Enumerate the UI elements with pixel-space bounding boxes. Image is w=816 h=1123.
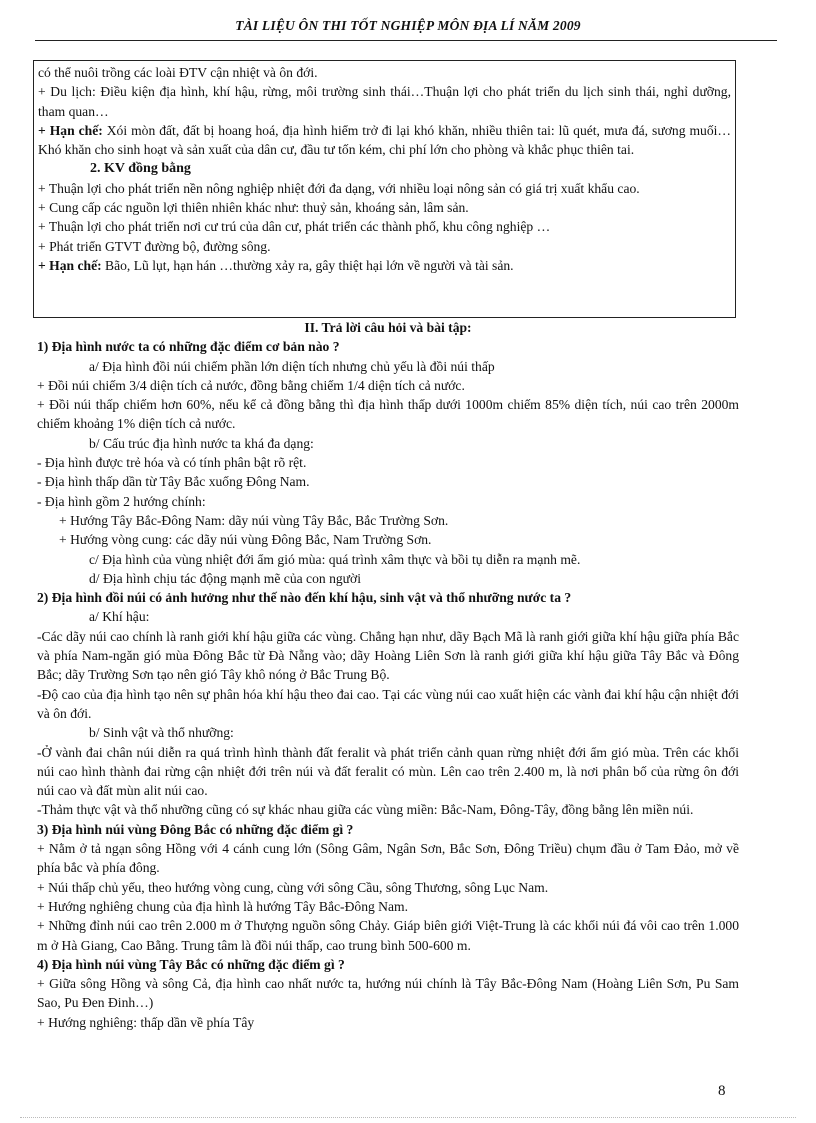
page-number: 8 bbox=[718, 1083, 726, 1099]
limitation-text: Xói mòn đất, đất bị hoang hoá, địa hình hiểm trở đi lại khó khăn, nhiều thiên tai: lũ quét, mưa đá, sương muối…Khó khăn cho sinh hoạt và sản xuất của dân cư, đầu tư tốn kém, chi phí lớn cho phòng và khắc phục thiên tai. bbox=[38, 122, 731, 158]
paragraph: -Thảm thực vật và thổ nhưỡng cũng có sự khác nhau giữa các vùng miền: Bắc-Nam, Đông-Tây, đồng bằng lên miền núi. bbox=[37, 802, 694, 818]
paragraph: + Hướng nghiêng: thấp dần về phía Tây bbox=[37, 1014, 255, 1030]
box-line: + Cung cấp các nguồn lợi thiên nhiên khác như: thuỷ sản, khoáng sản, lâm sản. bbox=[38, 200, 469, 216]
box-line: + Du lịch: Điều kiện địa hình, khí hậu, rừng, môi trường sinh thái…Thuận lợi cho phát triển du lịch sinh thái, nghỉ dưỡng, tham quan… bbox=[38, 84, 731, 119]
footer-rule bbox=[20, 1117, 796, 1118]
paragraph: + Nằm ở tả ngạn sông Hồng với 4 cánh cung lớn (Sông Gâm, Ngân Sơn, Bắc Sơn, Đông Triều) chụm đầu ở Tam Đảo, mở về phía bắc và phía đông. bbox=[37, 841, 739, 876]
paragraph: + Đồi núi thấp chiếm hơn 60%, nếu kể cả đồng bằng thì địa hình thấp dưới 1000m chiếm 85% diện tích, núi cao trên 2000m chiếm khoảng 1% diện tích cả nước. bbox=[37, 397, 739, 432]
limitation-text: Bão, Lũ lụt, hạn hán …thường xảy ra, gây thiệt hại lớn về người và tài sản. bbox=[101, 257, 514, 273]
paragraph: -Các dãy núi cao chính là ranh giới khí hậu giữa các vùng. Chẳng hạn như, dãy Bạch Mã là ranh giới giữa khí hậu giữa phía Bắc và phía Nam-ngăn gió mùa Đông Bắc từ Đà Nẵng vào; dãy Hoàng Liên Sơn là ranh giới giữa khí hậu giữa Tây Bắc và Đông Bắc; dãy Trường Sơn tạo nên gió Tây khô nóng ở Bắc Trung Bộ. bbox=[37, 628, 739, 683]
box-heading: 2. KV đồng bằng bbox=[90, 161, 191, 177]
box-line: + Thuận lợi cho phát triển nền nông nghiệp nhiệt đới đa dạng, với nhiều loại nông sản có giá trị xuất khẩu cao. bbox=[38, 180, 640, 196]
limitation-label: + Hạn chế: bbox=[38, 122, 103, 138]
paragraph: - Địa hình được trẻ hóa và có tính phân bật rõ rệt. bbox=[37, 455, 307, 471]
box-limitation bbox=[38, 256, 731, 275]
paragraph: + Hướng vòng cung: các dãy núi vùng Đông Bắc, Nam Trường Sơn. bbox=[59, 532, 432, 548]
paragraph: -Độ cao của địa hình tạo nên sự phân hóa khí hậu theo đai cao. Tại các vùng núi cao xuất hiện các vành đai khí hậu cận nhiệt đới và ôn đới. bbox=[37, 686, 739, 721]
main-content bbox=[37, 318, 739, 1032]
question-title: 1) Địa hình nước ta có những đặc điểm cơ bản nào ? bbox=[37, 339, 340, 355]
box-line: có thể nuôi trồng các loài ĐTV cận nhiệt và ôn đới. bbox=[38, 65, 318, 80]
sub-heading: d/ Địa hình chịu tác động mạnh mẽ của con người bbox=[89, 570, 362, 586]
sub-heading: a/ Địa hình đồi núi chiếm phần lớn diện tích nhưng chủ yếu là đồi núi thấp bbox=[89, 358, 495, 374]
paragraph: + Những đỉnh núi cao trên 2.000 m ở Thượng nguồn sông Chảy. Giáp biên giới Việt-Trung là các khối núi đá vôi cao trên 1.000 m ở Hà Giang, Cao Bằng. Trung tâm là đồi núi thấp, cao trung bình 500-600 m. bbox=[37, 918, 739, 953]
document-header: TÀI LIỆU ÔN THI TỐT NGHIỆP MÔN ĐỊA LÍ NĂM 2009 bbox=[235, 18, 581, 33]
section-title: II. Trả lời câu hỏi và bài tập: bbox=[304, 320, 472, 335]
box-line: + Phát triển GTVT đường bộ, đường sông. bbox=[38, 238, 271, 254]
header-rule bbox=[35, 40, 777, 41]
paragraph: + Núi thấp chủ yếu, theo hướng vòng cung, cùng với sông Cầu, sông Thương, sông Lục Nam. bbox=[37, 879, 549, 895]
paragraph: + Hướng nghiêng chung của địa hình là hướng Tây Bắc-Đông Nam. bbox=[37, 898, 409, 914]
summary-box bbox=[33, 60, 736, 318]
sub-heading: b/ Sinh vật và thổ nhưỡng: bbox=[89, 725, 234, 741]
paragraph: - Địa hình thấp dần từ Tây Bắc xuống Đông Nam. bbox=[37, 474, 310, 490]
paragraph: -Ở vành đai chân núi diễn ra quá trình hình thành đất feralit và phát triển cảnh quan rừng nhiệt đới ẩm gió mùa. Trên các khối núi cao hình thành đai rừng cận nhiệt đới trên núi và đất feralit có mùn. Lên cao trên 2.400 m, là nơi phân bố của rừng ôn đới núi cao và đất mùn alit núi cao. bbox=[37, 744, 739, 799]
sub-heading: b/ Cấu trúc địa hình nước ta khá đa dạng: bbox=[89, 435, 314, 451]
paragraph: + Giữa sông Hồng và sông Cả, địa hình cao nhất nước ta, hướng núi chính là Tây Bắc-Đông Nam (Hoàng Liên Sơn, Pu Sam Sao, Pu Đen Đinh…) bbox=[37, 976, 739, 1011]
paragraph: + Hướng Tây Bắc-Đông Nam: dãy núi vùng Tây Bắc, Bắc Trường Sơn. bbox=[59, 512, 449, 528]
paragraph: - Địa hình gồm 2 hướng chính: bbox=[37, 493, 206, 509]
question-title: 2) Địa hình đồi núi có ảnh hưởng như thế nào đến khí hậu, sinh vật và thổ nhưỡng nước ta ? bbox=[37, 590, 572, 606]
question-title: 3) Địa hình núi vùng Đông Bắc có những đặc điểm gì ? bbox=[37, 821, 354, 837]
box-line: + Thuận lợi cho phát triển nơi cư trú của dân cư, phát triển các thành phố, khu công nghiệp … bbox=[38, 219, 551, 235]
paragraph: + Đồi núi chiếm 3/4 diện tích cả nước, đồng bằng chiếm 1/4 diện tích cả nước. bbox=[37, 377, 465, 393]
box-limitation bbox=[38, 121, 731, 160]
sub-heading: c/ Địa hình của vùng nhiệt đới ẩm gió mùa: quá trình xâm thực và bồi tụ diễn ra mạnh mẽ. bbox=[89, 551, 581, 567]
limitation-label: + Hạn chế: bbox=[38, 257, 102, 273]
question-title: 4) Địa hình núi vùng Tây Bắc có những đặc điểm gì ? bbox=[37, 956, 345, 972]
sub-heading: a/ Khí hậu: bbox=[89, 609, 150, 625]
